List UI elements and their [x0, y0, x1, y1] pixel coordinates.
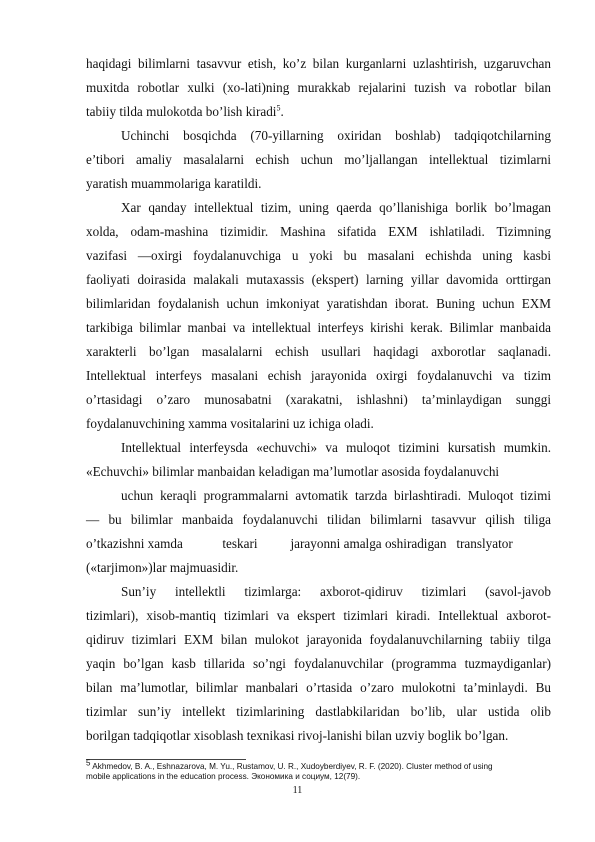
text-line: haqidagi bilimlarni tasavvur etish, ko’z bilan kurganlarni uzlashtirish, uzgaruvchan — [86, 56, 551, 71]
text-line: Sun’iy intellektli tizimlarga: axborot-qidiruv tizimlari (savol-javob — [121, 584, 551, 599]
text-line: muxitda robotlar xulki (xo-lati)ning murakkab rejalarini tuzish va robotlar bilan — [86, 80, 551, 95]
text-line: uchun keraqli programmalarni avtomatik tarzda birlashtiradi. Muloqot tizimi — [121, 488, 551, 503]
text-line: bilan ma’lumotlar, bilimlar manbalari o’rtasida o’zaro mulokotni ta’minlaydi. Bu — [86, 680, 551, 695]
text-line: xolda, odam-mashina tizimidir. Mashina sifatida EXM ishlatiladi. Tizimning — [86, 224, 551, 239]
text-line: Intellektual interfeysda «echuvchi» va muloqot tizimini kursatish mumkin. — [121, 440, 551, 455]
page-number: 11 — [292, 785, 303, 796]
footnote-text: Akhmedov, B. A., Eshnazarova, M. Yu., Rustamov, U. R., Xudoyberdiyev, R. F. (2020). Cluster method of using — [92, 762, 493, 771]
text-line: tizimlari), xisob-mantiq tizimlari va ekspert tizimlari kiradi. Intellektual axborot- — [86, 608, 551, 623]
footnote-line: mobile applications in the education process. Экономика и социум, 12(79). — [86, 772, 361, 781]
text-line: Uchinchi bosqichda (70-yillarning oxiridan boshlab) tadqiqotchilarning — [121, 128, 551, 143]
text-line: borilgan tadqiqotlar xisoblash texnikasi rivoj-lanishi bilan uzviy boglik bo’lgan. — [86, 728, 509, 743]
text-line: foydalanuvchining xamma vositalarini uz ichiga oladi. — [86, 416, 374, 431]
text-line: faoliyati doirasida malakali mutaxassis (ekspert) larning yillar davomida orttirgan — [86, 272, 551, 287]
text-line: vazifasi —oxirgi foydalanuvchiga u yoki bu masalani echishda uning kasbi — [86, 248, 551, 263]
text-line: yaratish muammolariga karatildi. — [86, 176, 262, 191]
text-line: Xar qanday intellektual tizim, uning qaerda qo’llanishiga borlik bo’lmagan — [121, 200, 551, 215]
text-fragment: tabiiy tilda mulokotda bo’lish kiradi — [86, 104, 277, 119]
text-line: bilimlaridan foydalanish uchun imkoniyat yaratishdan iborat. Buning uchun EXM — [86, 296, 551, 311]
text-line: xarakterli bo’lgan masalalarni echish usullari haqidagi axborotlar saqlanadi. — [86, 344, 551, 359]
text-line: — bu bilimlar manbaida foydalanuvchi tilidan bilimlarni tasavvur qilish tiliga — [86, 512, 551, 527]
text-line: «Echuvchi» bilimlar manbaidan keladigan ma’lumotlar asosida foydalanuvchi — [86, 464, 500, 479]
footnote-marker: 5 — [86, 758, 91, 768]
footnote-line — [86, 758, 551, 772]
text-line: qidiruv tizimlari EXM bilan mulokot jarayonida foydalanuvchilarning tabiiy tilga — [86, 632, 551, 647]
text-line: e’tibori amaliy masalalarni echish uchun mo’ljallangan intellektual tizimlarni — [86, 152, 551, 167]
footnote-reference: 5 — [276, 103, 281, 113]
text-line: tizimlar sun’iy intellekt tizimlarining dastlabkilaridan bo’lib, ular ustida olib — [86, 704, 551, 719]
text-line: tarkibiga bilimlar manbai va intellektual interfeys kirishi kerak. Bilimlar manbaida — [86, 320, 551, 335]
text-line: o’rtasidagi o’zaro munosabatni (xarakatni, ishlashni) ta’minlaydigan sunggi — [86, 392, 551, 407]
text-line: («tarjimon»)lar majmuasidir. — [86, 560, 239, 575]
footnote-divider — [86, 759, 246, 760]
period: . — [280, 104, 284, 119]
text-line — [86, 104, 551, 120]
text-line: o’tkazishni xamda teskari jarayonni amalga oshiradigan translyator — [86, 536, 513, 551]
text-line: Intellektual interfeys masalani echish jarayonida oxirgi foydalanuvchi va tizim — [86, 368, 551, 383]
text-line: yaqin bo’lgan kasb tillarida so’ngi foydalanuvchilar (programma tuzmaydiganlar) — [86, 656, 551, 671]
